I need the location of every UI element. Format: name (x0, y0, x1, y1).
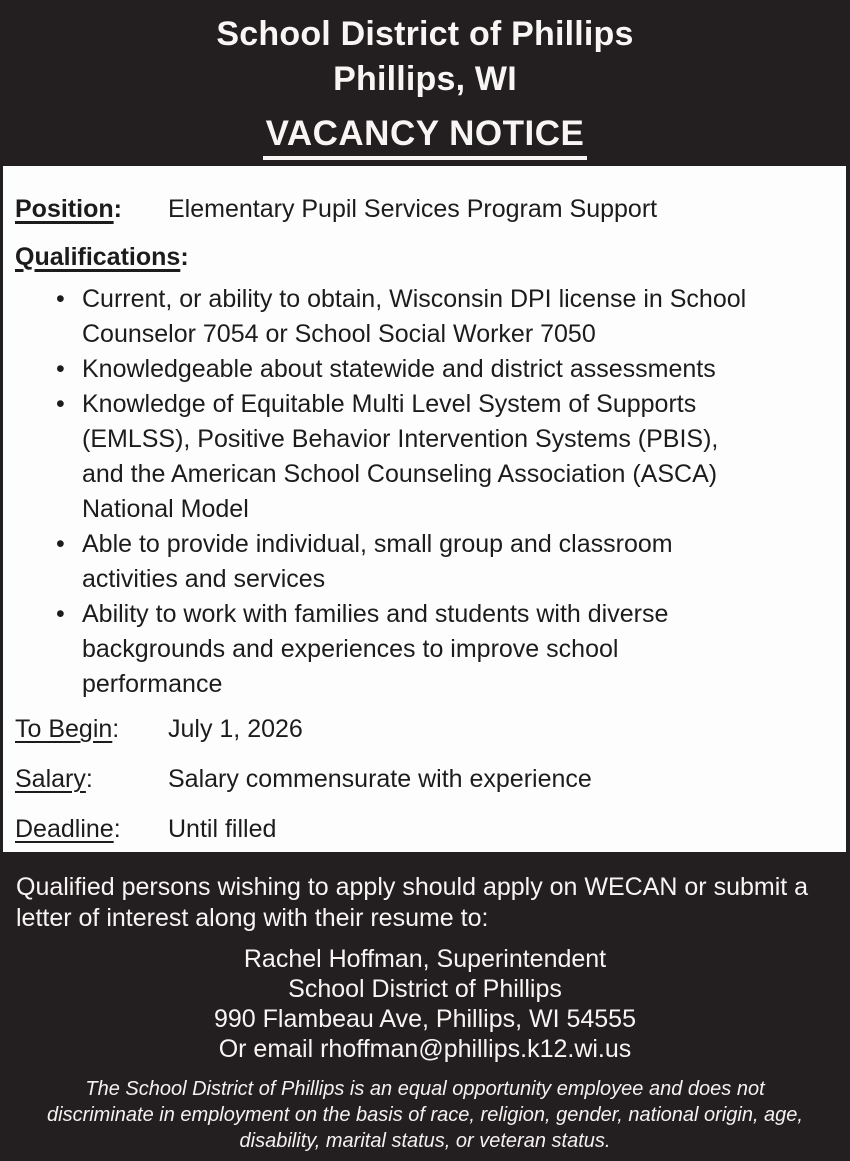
instructions-line: letter of interest along with their resume to: (16, 904, 489, 932)
qualifications-list (54, 282, 832, 702)
footer (0, 852, 850, 1154)
contact-address: 990 Flambeau Ave, Phillips, WI 54555 (213, 1005, 636, 1033)
notice-body (3, 166, 846, 852)
qualification-line: • Current, or ability to obtain, Wisconsin DPI license in School (82, 285, 747, 313)
to-begin-value: July 1, 2026 (168, 715, 303, 743)
qualifications-heading (15, 240, 832, 274)
qualification-line: • Ability to work with families and students with diverse (82, 600, 669, 628)
qualification-item (54, 387, 832, 527)
qualification-line: Counselor 7054 or School Social Worker 7050 (82, 320, 596, 348)
qualification-item (54, 597, 832, 702)
qualification-item (54, 352, 832, 387)
contact-name: Rachel Hoffman, Superintendent (243, 945, 607, 973)
qualification-line: (EMLSS), Positive Behavior Intervention Systems (PBIS), (82, 425, 719, 453)
deadline-label-text: Deadline (15, 815, 114, 843)
qualification-item (54, 527, 832, 597)
position-value: Elementary Pupil Services Program Support (168, 195, 658, 223)
to-begin-label-colon: : (112, 715, 120, 743)
disclaimer-line: discriminate in employment on the basis of race, religion, gender, national origin, age, (47, 1104, 803, 1126)
deadline-row (15, 812, 832, 846)
district-city: Phillips, WI (333, 60, 517, 98)
contact-email: Or email rhoffman@phillips.k12.wi.us (218, 1035, 632, 1063)
position-label-text: Position (15, 195, 114, 223)
disclaimer-line: The School District of Phillips is an equal opportunity employee and does not (85, 1078, 765, 1100)
qualification-line: backgrounds and experiences to improve school (82, 635, 619, 663)
header (0, 0, 850, 160)
qualification-line: National Model (82, 495, 249, 523)
qualification-line: • Knowledgeable about statewide and district assessments (82, 355, 716, 383)
deadline-value: Until filled (168, 815, 277, 843)
to-begin-label-text: To Begin (15, 715, 113, 743)
contact-block (16, 944, 834, 1064)
deadline-label-colon: : (113, 815, 121, 843)
salary-label-colon: : (85, 765, 93, 793)
disclaimer-line: disability, marital status, or veteran status. (239, 1130, 611, 1152)
qualification-line: performance (82, 670, 223, 698)
instructions-line: Qualified persons wishing to apply should apply on WECAN or submit a (16, 873, 809, 901)
deadline-label (15, 812, 168, 846)
qualifications-heading-text: Qualifications (15, 243, 181, 271)
salary-row (15, 762, 832, 796)
position-row (15, 192, 832, 226)
application-instructions (16, 872, 834, 934)
qualification-item (54, 282, 832, 352)
qualification-line: • Able to provide individual, small group and classroom (82, 530, 673, 558)
notice-title: VACANCY NOTICE (263, 114, 588, 160)
salary-value: Salary commensurate with experience (168, 765, 592, 793)
to-begin-row (15, 712, 832, 746)
qualification-line: • Knowledge of Equitable Multi Level System of Supports (82, 390, 697, 418)
position-label (15, 192, 168, 226)
notice-title-row (0, 102, 850, 160)
qualification-line: activities and services (82, 565, 326, 593)
qualification-line: and the American School Counseling Association (ASCA) (82, 460, 718, 488)
position-label-colon: : (113, 195, 122, 223)
qualifications-heading-colon: : (180, 243, 189, 271)
contact-organization: School District of Phillips (288, 975, 562, 1003)
equal-opportunity-statement (16, 1076, 834, 1154)
salary-label (15, 762, 168, 796)
salary-label-text: Salary (15, 765, 86, 793)
district-name: School District of Phillips (216, 15, 634, 53)
to-begin-label (15, 712, 168, 746)
